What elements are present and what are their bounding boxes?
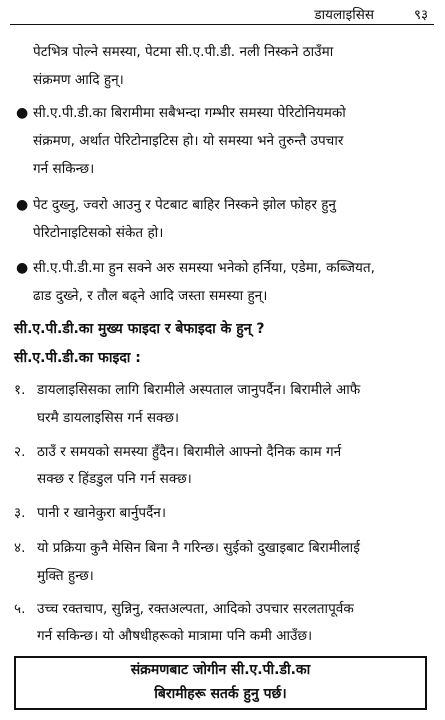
header-title: डायलाइसिस — [314, 7, 374, 23]
item-line: उच्च रक्तचाप, सुन्निनु, रक्तअल्पता, आदिको उपचार सरलतापूर्वक — [37, 601, 354, 617]
item-line: सक्छ र हिंडडुल पनि गर्न सक्छ। — [37, 471, 192, 487]
callout-line: बिरामीहरू सतर्क हुनु पर्छ। — [154, 686, 287, 702]
bullet-line: गर्न सकिन्छ। — [33, 161, 95, 177]
page-number: ९३ — [413, 7, 428, 23]
item-line: मुक्ति हुन्छ। — [37, 568, 94, 584]
item-line: यो प्रक्रिया कुनै मेसिन बिना नै गरिन्छ। सुईको दुखाइबाट बिरामीलाई — [37, 540, 360, 556]
bullet-line: सी.ए.पी.डी.का बिरामीमा सबैभन्दा गम्भीर समस्या पेरिटोनियमको — [33, 105, 346, 121]
item-line: घरमै डायलाइसिस गर्न सक्छ। — [37, 410, 180, 426]
bullet-line: पेरिटोनाइटिसको संकेत हो। — [33, 225, 164, 241]
running-header — [10, 4, 434, 25]
bullet-line: पेट दुख्नु, ज्वरो आउनु र पेटबाट बाहिर निस्कने झोल फोहर हुनु — [33, 197, 336, 213]
intro-line: पेटभित्र पोल्ने समस्या, पेटमा सी.ए.पी.डी. नली निस्कने ठाउँमा — [33, 44, 334, 60]
bullet-line: सी.ए.पी.डी.मा हुन सक्ने अरु समस्या भनेको हर्निया, एडेमा, कब्जियत, — [33, 260, 375, 276]
bullet-marker: ● — [16, 197, 29, 213]
item-line: पानी र खानेकुरा बार्नुपर्दैन। — [37, 505, 166, 521]
bullet-item — [16, 101, 346, 126]
bullet-line: संक्रमण, अर्थात पेरिटोनाइटिस हो। यो समस्या भने तुरुन्तै उपचार — [33, 133, 344, 149]
numbered-item — [14, 501, 166, 526]
numbered-item — [14, 536, 360, 561]
intro-line: संक्रमण आदि हुन्। — [33, 72, 124, 88]
warning-callout-box — [14, 656, 427, 710]
numbered-item — [14, 440, 342, 465]
section-heading: सी.ए.पी.डी.का मुख्य फाइदा र बेफाइदा के हुन् ? — [14, 321, 265, 337]
bullet-item — [16, 256, 375, 281]
item-line: गर्न सकिन्छ। यो औषधीहरूको मात्रामा पनि कमी आउँछ। — [37, 628, 313, 644]
item-number: १. — [14, 382, 26, 398]
callout-line: संक्रमणबाट जोगीन सी.ए.पी.डी.का — [130, 662, 311, 678]
bullet-line: ढाड दुख्ने, र तौल बढ्ने आदि जस्ता समस्या हुन्। — [33, 288, 268, 304]
item-number: २. — [14, 444, 26, 460]
bullet-marker: ● — [16, 105, 29, 121]
bullet-marker: ● — [16, 260, 29, 276]
item-number: ३. — [14, 505, 26, 521]
bullet-item — [16, 193, 336, 218]
numbered-item — [14, 597, 354, 622]
item-number: ४. — [14, 540, 26, 556]
item-line: ठाउँ र समयको समस्या हुँदैन। बिरामीले आफ्नो दैनिक काम गर्न — [37, 444, 342, 460]
item-number: ५. — [14, 601, 26, 617]
item-line: डायलाइसिसका लागि बिरामीले अस्पताल जानुपर्दैन। बिरामीले आफै — [37, 382, 361, 398]
subsection-heading: सी.ए.पी.डी.का फाइदा : — [14, 350, 141, 366]
numbered-item — [14, 378, 361, 403]
